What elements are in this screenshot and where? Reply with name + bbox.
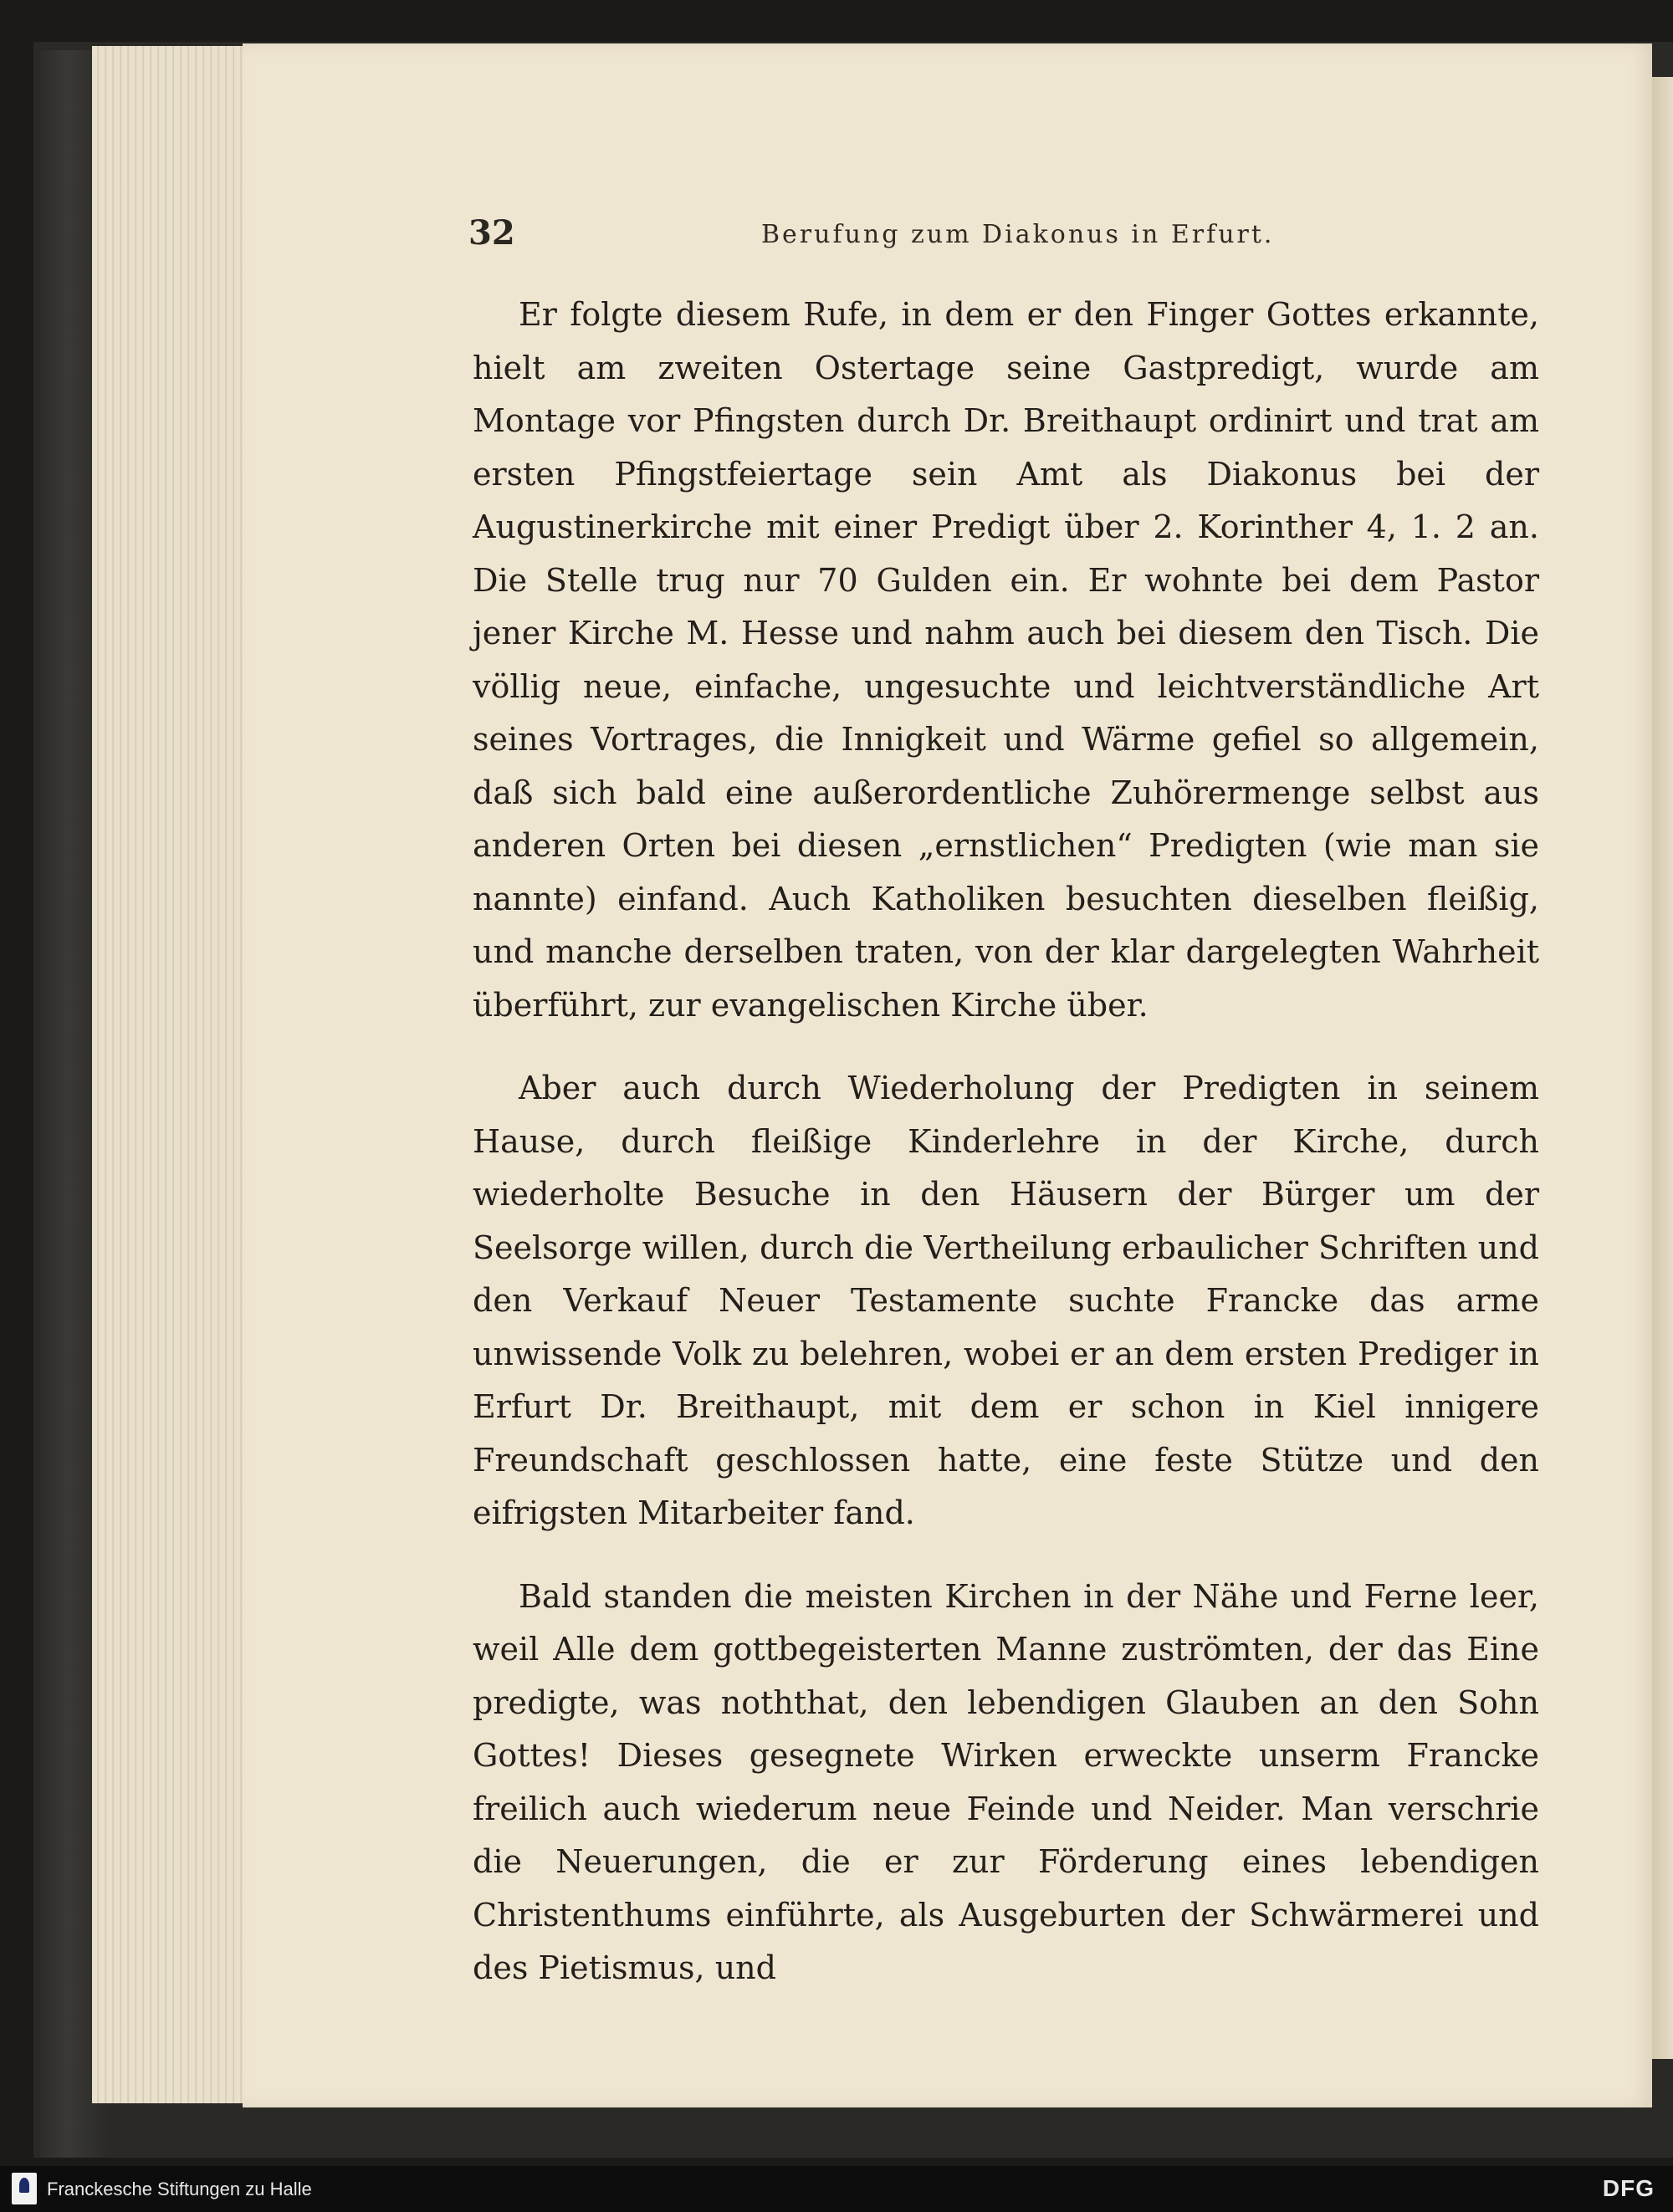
institution-label: Franckesche Stiftungen zu Halle	[47, 2179, 312, 2199]
paragraph-2: Aber auch durch Wiederholung der Predigten in seinem Hause, durch fleißige Kinderlehre in der Kirche, durch wiederholte Besuche in den Häusern der Bürger um der Seelsorge willen, durch die Vertheilung erbaulicher Schriften und den Verkauf Neuer Testamente suchte Francke das arme unwissende Volk zu belehren, wobei er an dem ersten Prediger in Erfurt Dr. Breithaupt, mit dem er schon in Kiel innigere Freundschaft geschlossen hatte, eine feste Stütze und den eifrigsten Mitarbeiter fand.	[473, 1070, 1539, 1531]
dfg-badge: DFG	[1602, 2175, 1655, 2201]
page-header	[468, 213, 1539, 263]
page-stack-edges	[92, 46, 253, 2103]
viewer-footer-bar	[0, 2166, 1673, 2212]
body-text	[473, 289, 1539, 2026]
page-number: 32	[468, 213, 515, 253]
running-head: Berufung zum Diakonus in Erfurt.	[761, 220, 1275, 249]
paragraph-1: Er folgte diesem Rufe, in dem er den Finger Gottes erkannte, hielt am zweiten Ostertage seine Gastpredigt, wurde am Montage vor Pfingsten durch Dr. Breithaupt ordinirt und trat am ersten Pfingstfeiertage sein Amt als Diakonus bei der Augustinerkirche mit einer Predigt über 2. Korinther 4, 1. 2 an. Die Stelle trug nur 70 Gulden ein. Er wohnte bei dem Pastor jener Kirche M. Hesse und nahm auch bei diesem den Tisch. Die völlig neue, einfache, ungesuchte und leichtverständliche Art seines Vortrages, die Innigkeit und Wärme gefiel so allgemein, daß sich bald eine außerordentliche Zuhörermenge selbst aus anderen Orten bei diesen „ernstlichen“ Predigten (wie man sie nannte) einfand. Auch Katholiken besuchten dieselben fleißig, und manche derselben traten, von der klar dargelegten Wahrheit überführt, zur evangelischen Kirche über.	[473, 296, 1539, 1024]
franckesche-stiftungen-logo-icon	[12, 2173, 37, 2204]
paragraph-3: Bald standen die meisten Kirchen in der Nähe und Ferne leer, weil Alle dem gottbegeisterten Manne zuströmten, der das Eine predigte, was noththat, den lebendigen Glauben an den Sohn Gottes! Dieses gesegnete Wirken erweckte unserm Francke freilich auch wiederum neue Feinde und Neider. Man verschrie die Neuerungen, die er zur Förderung eines lebendigen Christenthums einführte, als Ausgeburten der Schwärmerei und des Pietismus, und	[473, 1577, 1539, 1986]
